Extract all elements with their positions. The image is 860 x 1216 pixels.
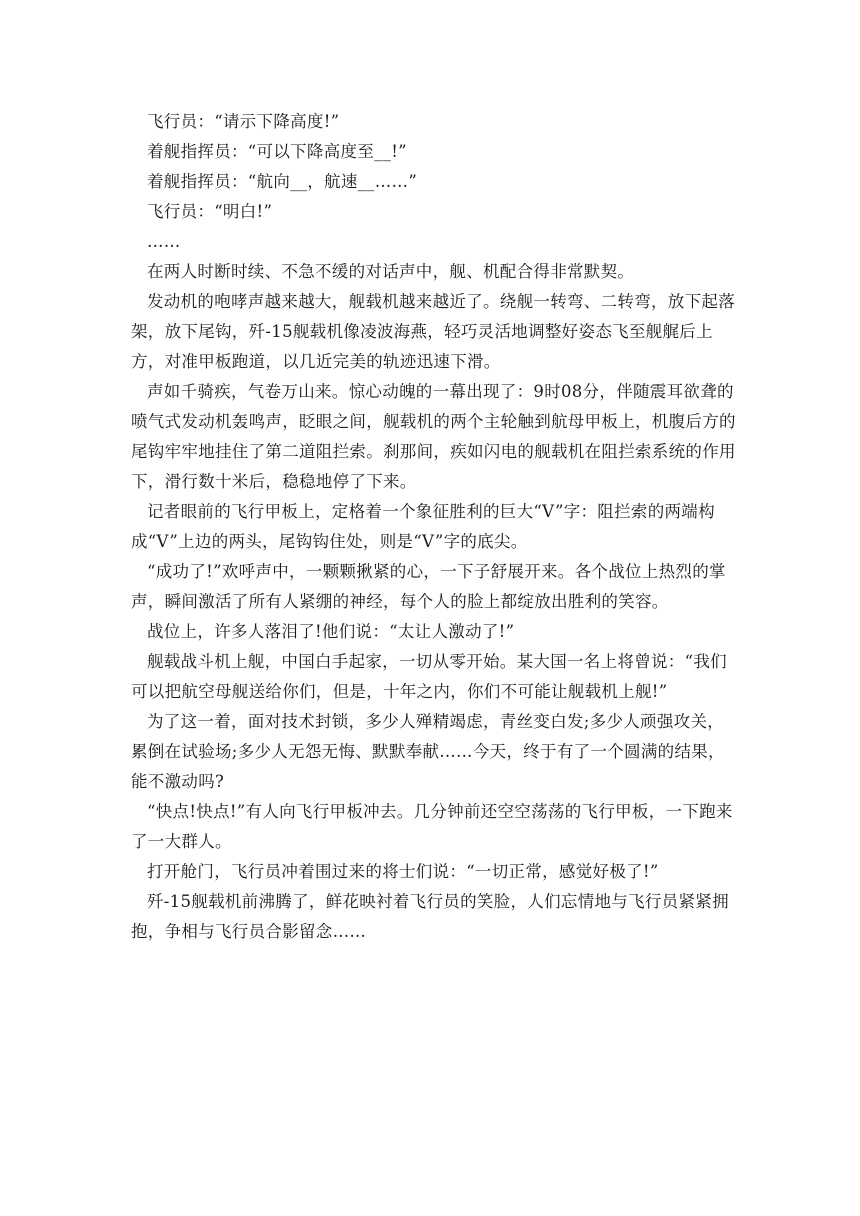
paragraph: 打开舱门，飞行员冲着围过来的将士们说：“一切正常，感觉好极了!”: [147, 862, 659, 881]
paragraph: 歼-15舰载机前沸腾了，鲜花映衬着飞行员的笑脸，人们忘情地与飞行员紧紧拥抱，争相与飞行员合影留念……: [131, 892, 729, 941]
paragraph: 飞行员：“请示下降高度!”: [147, 112, 340, 131]
article-body: [131, 107, 737, 947]
paragraph: “成功了!”欢呼声中，一颗颗揪紧的心，一下子舒展开来。各个战位上热烈的掌声，瞬间激活了所有人紧绷的神经，每个人的脸上都绽放出胜利的笑容。: [131, 562, 726, 611]
paragraph: 着舰指挥员：“航向__，航速__……”: [147, 172, 418, 191]
paragraph: 发动机的咆哮声越来越大，舰载机越来越近了。绕舰一转弯、二转弯，放下起落架，放下尾钩，歼-15舰载机像凌波海燕，轻巧灵活地调整好姿态飞至舰艉后上方，对准甲板跑道，以几近完美的轨迹迅速下滑。: [131, 292, 735, 371]
paragraph: 着舰指挥员：“可以下降高度至__!”: [147, 142, 407, 161]
paragraph: ……: [147, 232, 181, 251]
paragraph: 舰载战斗机上舰，中国白手起家，一切从零开始。某大国一名上将曾说：“我们可以把航空母舰送给你们，但是，十年之内，你们不可能让舰载机上舰!”: [131, 652, 727, 701]
paragraph: 战位上，许多人落泪了!他们说：“太让人激动了!”: [147, 622, 515, 641]
paragraph: 为了这一着，面对技术封锁，多少人殚精竭虑，青丝变白发;多少人顽强攻关，累倒在试验场;多少人无怨无悔、默默奉献……今天，终于有了一个圆满的结果，能不激动吗?: [131, 712, 725, 791]
paragraph: “快点!快点!”有人向飞行甲板冲去。几分钟前还空空荡荡的飞行甲板，一下跑来了一大群人。: [131, 802, 733, 851]
paragraph: 在两人时断时续、不急不缓的对话声中，舰、机配合得非常默契。: [147, 262, 635, 281]
paragraph: 记者眼前的飞行甲板上，定格着一个象征胜利的巨大“V”字：阻拦索的两端构成“V”上边的两头，尾钩钩住处，则是“V”字的底尖。: [131, 502, 715, 551]
paragraph: 声如千骑疾，气卷万山来。惊心动魄的一幕出现了：9时08分，伴随震耳欲聋的喷气式发动机轰鸣声，眨眼之间，舰载机的两个主轮触到航母甲板上，机腹后方的尾钩牢牢地挂住了第二道阻拦索。刹那间，疾如闪电的舰载机在阻拦索系统的作用下，滑行数十米后，稳稳地停了下来。: [131, 382, 736, 491]
paragraph: 飞行员：“明白!”: [147, 202, 273, 221]
